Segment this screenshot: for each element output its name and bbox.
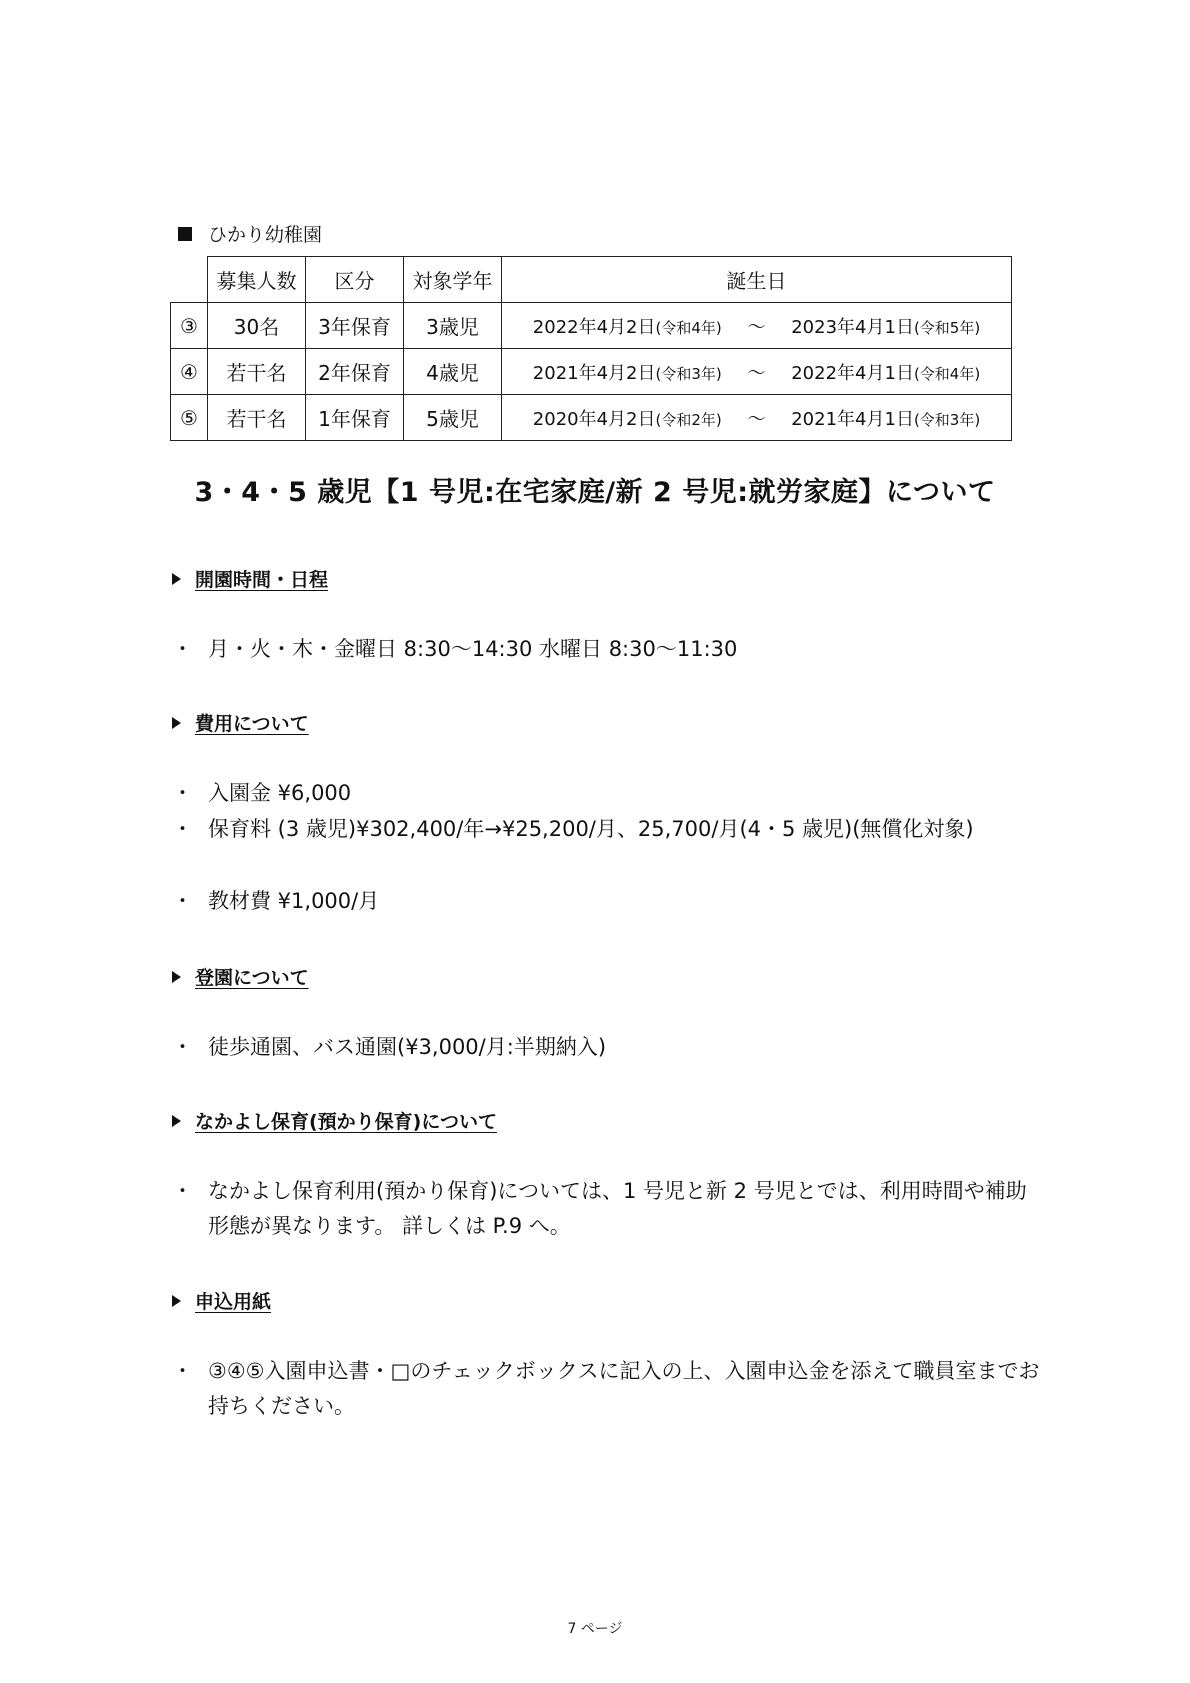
row-count: 若干名 bbox=[208, 349, 306, 395]
section-heading-hours bbox=[172, 565, 328, 592]
bullet-dot: ・ bbox=[172, 1179, 193, 1203]
birth-to: 2021年4月1日 bbox=[791, 408, 914, 430]
row-birthdate bbox=[502, 395, 1012, 441]
birth-to: 2022年4月1日 bbox=[791, 362, 914, 384]
birth-to-era: (令和5年) bbox=[913, 318, 981, 337]
section-heading-label: 費用について bbox=[195, 713, 309, 735]
section-heading-fees bbox=[172, 709, 309, 736]
list-item-text: 月・火・木・金曜日 8:30～14:30 水曜日 8:30～11:30 bbox=[208, 637, 738, 661]
list-item bbox=[172, 1030, 1042, 1065]
row-category: 3年保育 bbox=[306, 303, 404, 349]
triangle-bullet-icon bbox=[172, 971, 181, 983]
birth-from-era: (令和2年) bbox=[655, 410, 722, 429]
table-row bbox=[171, 349, 1012, 395]
triangle-bullet-icon bbox=[172, 1295, 181, 1307]
list-item bbox=[172, 776, 1042, 811]
section-heading-label: 申込用紙 bbox=[195, 1291, 272, 1313]
row-grade: 4歳児 bbox=[404, 349, 502, 395]
range-separator: ～ bbox=[747, 316, 766, 338]
header-count: 募集人数 bbox=[208, 257, 306, 303]
table-row bbox=[171, 303, 1012, 349]
row-category: 1年保育 bbox=[306, 395, 404, 441]
bullet-dot: ・ bbox=[172, 637, 193, 661]
section-heading-label: 開園時間・日程 bbox=[195, 569, 329, 591]
section-heading-label: 登園について bbox=[195, 967, 309, 989]
section-heading-label: なかよし保育(預かり保育)について bbox=[195, 1111, 497, 1133]
header-birthdate: 誕生日 bbox=[502, 257, 1012, 303]
row-count: 30名 bbox=[208, 303, 306, 349]
range-separator: ～ bbox=[747, 362, 766, 384]
page-title: 3・4・5 歳児【1 号児:在宅家庭/新 2 号児:就労家庭】について bbox=[194, 477, 996, 508]
list-item-text: なかよし保育利用(預かり保育)については、1 号児と新 2 号児とでは、利用時間や補助形態が異なります。 詳しくは P.9 へ。 bbox=[208, 1179, 1027, 1238]
birth-to-era: (令和4年) bbox=[913, 364, 981, 383]
bullet-dot: ・ bbox=[172, 1035, 193, 1059]
range-separator: ～ bbox=[747, 408, 766, 430]
row-category: 2年保育 bbox=[306, 349, 404, 395]
square-bullet-icon bbox=[178, 227, 192, 241]
list-item-text: 保育料 (3 歳児)¥302,400/年→¥25,200/月、25,700/月(4・5 歳児)(無償化対象) bbox=[208, 817, 974, 841]
row-number: ④ bbox=[171, 349, 208, 395]
school-heading bbox=[178, 220, 322, 247]
birth-from: 2020年4月2日 bbox=[532, 408, 656, 430]
list-item bbox=[172, 1174, 1042, 1244]
triangle-bullet-icon bbox=[172, 1115, 181, 1127]
table-header-row bbox=[171, 257, 1012, 303]
table-row bbox=[171, 395, 1012, 441]
birth-from-era: (令和4年) bbox=[655, 318, 722, 337]
row-number: ⑤ bbox=[171, 395, 208, 441]
row-grade: 3歳児 bbox=[404, 303, 502, 349]
triangle-bullet-icon bbox=[172, 573, 181, 585]
birth-from: 2022年4月2日 bbox=[532, 316, 656, 338]
list-item bbox=[172, 632, 1042, 667]
page-number: 7 ページ bbox=[567, 1621, 623, 1637]
list-item-text: ③④⑤入園申込書・□のチェックボックスに記入の上、入園申込金を添えて職員室までお持ちください。 bbox=[208, 1359, 1040, 1418]
birth-to-era: (令和3年) bbox=[913, 410, 981, 429]
row-birthdate bbox=[502, 349, 1012, 395]
row-count: 若干名 bbox=[208, 395, 306, 441]
list-item-text: 教材費 ¥1,000/月 bbox=[208, 889, 380, 913]
header-category: 区分 bbox=[306, 257, 404, 303]
list-item-text: 入園金 ¥6,000 bbox=[208, 781, 352, 805]
table-corner bbox=[171, 257, 208, 303]
school-name: ひかり幼稚園 bbox=[208, 224, 323, 246]
list-item bbox=[172, 884, 1042, 919]
birth-from: 2021年4月2日 bbox=[532, 362, 656, 384]
bullet-dot: ・ bbox=[172, 781, 193, 805]
bullet-dot: ・ bbox=[172, 817, 193, 841]
section-heading-application bbox=[172, 1287, 271, 1314]
list-item bbox=[172, 1354, 1042, 1424]
section-heading-daycare bbox=[172, 1107, 497, 1134]
bullet-dot: ・ bbox=[172, 1359, 193, 1383]
birth-to: 2023年4月1日 bbox=[791, 316, 914, 338]
row-number: ③ bbox=[171, 303, 208, 349]
list-item-text: 徒歩通園、バス通園(¥3,000/月:半期納入) bbox=[208, 1035, 607, 1059]
birth-from-era: (令和3年) bbox=[655, 364, 722, 383]
section-heading-commute bbox=[172, 963, 309, 990]
recruitment-table bbox=[170, 256, 1012, 441]
row-birthdate bbox=[502, 303, 1012, 349]
row-grade: 5歳児 bbox=[404, 395, 502, 441]
header-grade: 対象学年 bbox=[404, 257, 502, 303]
triangle-bullet-icon bbox=[172, 717, 181, 729]
list-item bbox=[172, 812, 1042, 847]
bullet-dot: ・ bbox=[172, 889, 193, 913]
